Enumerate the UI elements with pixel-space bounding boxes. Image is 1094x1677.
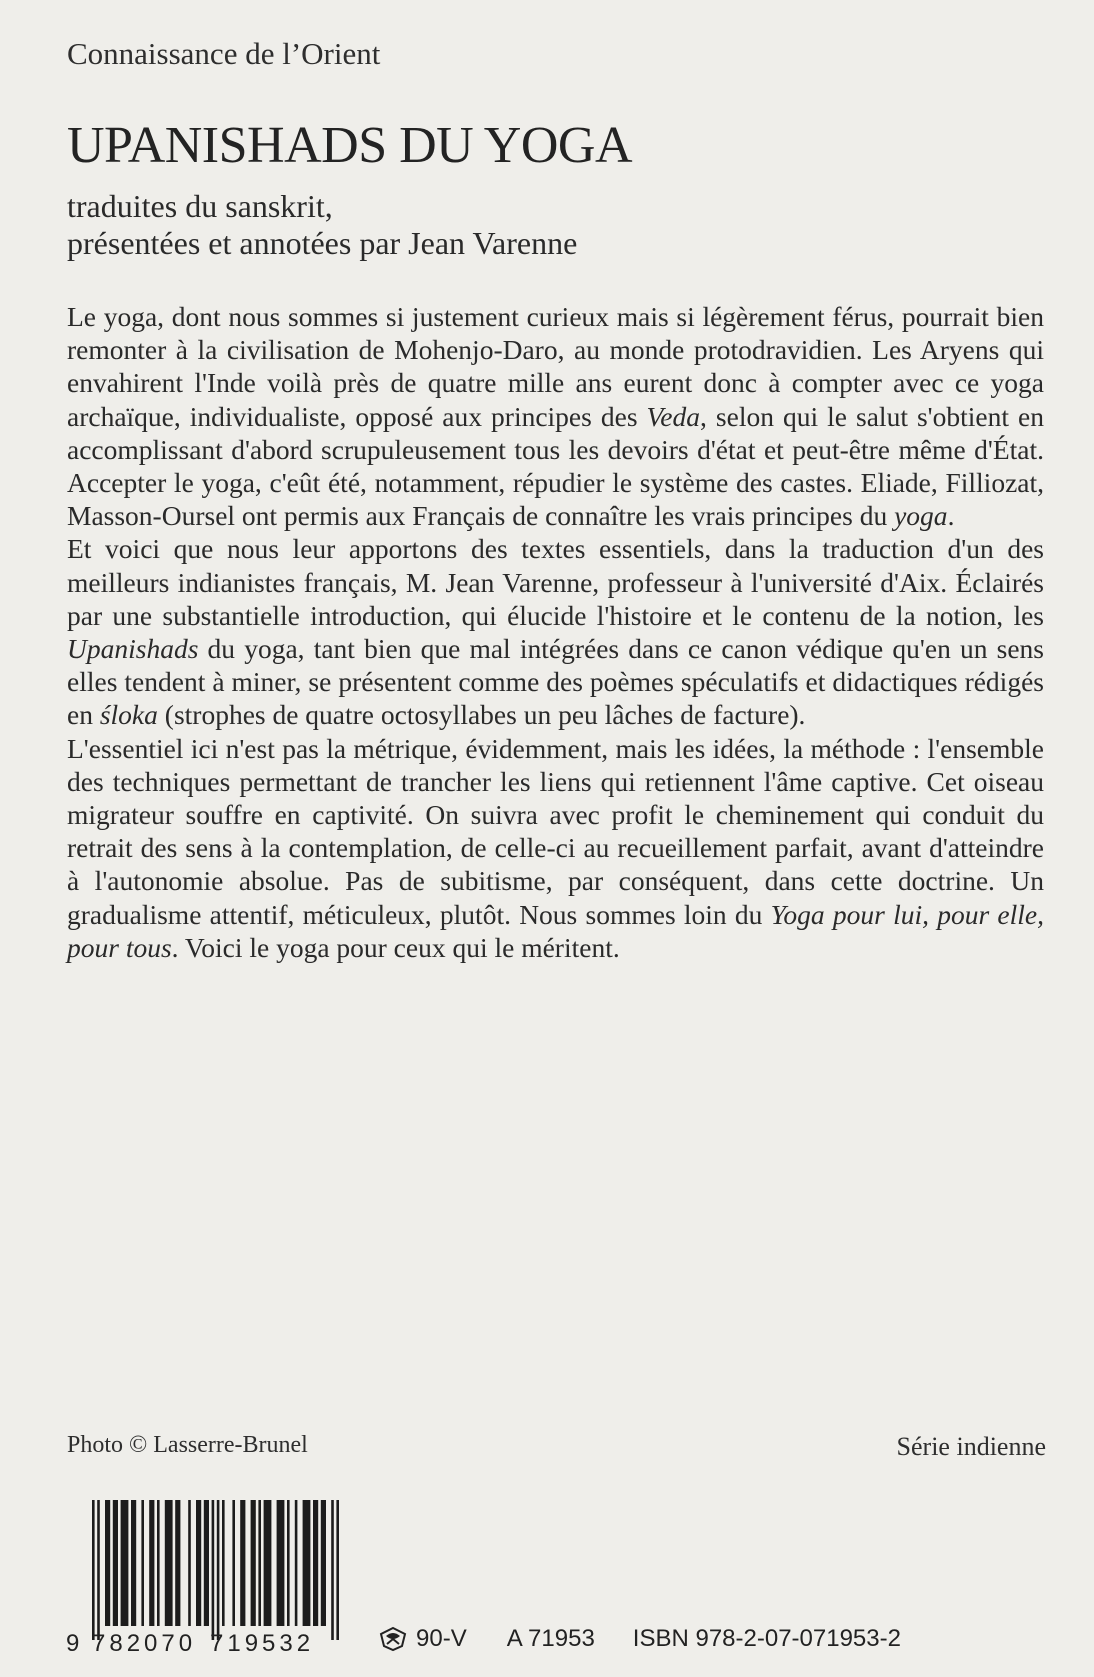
barcode-bar — [264, 1500, 272, 1626]
barcode-bar — [258, 1500, 261, 1626]
blurb-paragraph-3: L'essentiel ici n'est pas la métrique, évidemment, mais les idées, la méthode : l'ensemble des techniques permettant de trancher les liens qui retiennent l'âme captive. Cet oiseau migrateur souffre en captivité. On suivra avec profit le cheminement qui conduit du retrait des sens à la contemplation, de celle-ci au recueillement parfait, avant d'atteindre à l'autonomie absolue. Pas de subitisme, par conséquent, dans cette doctrine. Un gradualisme attentif, méticuleux, plutôt. Nous sommes loin du Yoga pour lui, pour elle, pour tous. Voici le yoga pour ceux qui le méritent. — [67, 732, 1044, 963]
barcode-bar — [175, 1500, 180, 1626]
barcode-bar — [92, 1500, 95, 1640]
blurb-paragraph-1: Le yoga, dont nous sommes si justement curieux mais si légèrement férus, pourrait bien remonter à la civilisation de Mohenjo-Daro, au monde protodravidien. Les Aryens qui envahirent l'Inde voilà près de quatre mille ans eurent donc à compter avec ce yoga archaïque, individualiste, opposé aux principes des Veda, selon qui le salut s'obtient en accomplissant d'abord scrupuleusement tous les devoirs d'état et peut-être même d'État. Accepter le yoga, c'eût été, notamment, répudier le système des castes. Eliade, Filliozat, Masson-Oursel ont permis aux Français de connaître les vrais principes du yoga. — [67, 301, 1044, 532]
barcode-group-1: 782070 — [92, 1630, 197, 1657]
barcode-bar — [251, 1500, 256, 1626]
barcode-bar — [212, 1500, 215, 1640]
barcode-bar — [97, 1500, 100, 1640]
barcode-bar — [303, 1500, 311, 1626]
price-code: 90-V — [416, 1625, 467, 1652]
book-title: UPANISHADS DU YOGA — [67, 117, 633, 174]
barcode-bar — [295, 1500, 298, 1626]
barcode-bar — [157, 1500, 160, 1626]
subtitle-line-1: traduites du sanskrit, — [67, 188, 333, 224]
barcode-bar — [131, 1500, 136, 1626]
barcode-bar — [331, 1500, 334, 1640]
book-subtitle — [67, 188, 577, 262]
barcode-bar — [232, 1500, 235, 1626]
barcode-bar — [222, 1500, 225, 1626]
barcode-bar — [196, 1500, 201, 1626]
barcode-bar — [149, 1500, 154, 1626]
publisher-codes — [378, 1625, 901, 1653]
barcode-bar — [321, 1500, 326, 1626]
barcode-bars — [92, 1500, 342, 1645]
barcode-bar — [287, 1500, 290, 1626]
barcode-bar — [141, 1500, 144, 1626]
barcode-bar — [121, 1500, 129, 1626]
barcode-bar — [165, 1500, 173, 1626]
barcode-bar — [313, 1500, 318, 1626]
blurb-paragraph-2: Et voici que nous leur apportons des textes essentiels, dans la traduction d'un des meilleurs indianistes français, M. Jean Varenne, professeur à l'université d'Aix. Éclairés par une substantielle introduction, qui élucide l'histoire et le contenu de la notion, les Upanishads du yoga, tant bien que mal intégrées dans ce canon védique qu'en un sens elles tendent à miner, se présentent comme des poèmes spéculatifs et didactiques rédigés en śloka (strophes de quatre octosyllabes un peu lâches de facture). — [67, 533, 1044, 731]
barcode-digits — [66, 1630, 314, 1658]
barcode-lead-digit: 9 — [66, 1630, 80, 1657]
series-name: Série indienne — [896, 1432, 1046, 1461]
barcode-group-2: 719532 — [210, 1630, 315, 1657]
barcode-bar — [188, 1500, 191, 1626]
blurb — [67, 300, 1044, 964]
publisher-logo-icon — [378, 1626, 408, 1652]
barcode-bar — [277, 1500, 285, 1626]
barcode-bar — [336, 1500, 339, 1640]
reference-code: A 71953 — [506, 1625, 595, 1652]
isbn: ISBN 978-2-07-071953-2 — [632, 1625, 901, 1652]
barcode-bar — [113, 1500, 118, 1626]
barcode-bar — [217, 1500, 220, 1640]
subtitle-line-2: présentées et annotées par Jean Varenne — [67, 225, 578, 261]
barcode-bar — [240, 1500, 245, 1626]
collection-name: Connaissance de l’Orient — [67, 36, 381, 71]
photo-credit: Photo © Lasserre-Brunel — [67, 1432, 308, 1458]
barcode-bar — [105, 1500, 110, 1626]
barcode-bar — [204, 1500, 209, 1626]
barcode — [66, 1500, 366, 1657]
